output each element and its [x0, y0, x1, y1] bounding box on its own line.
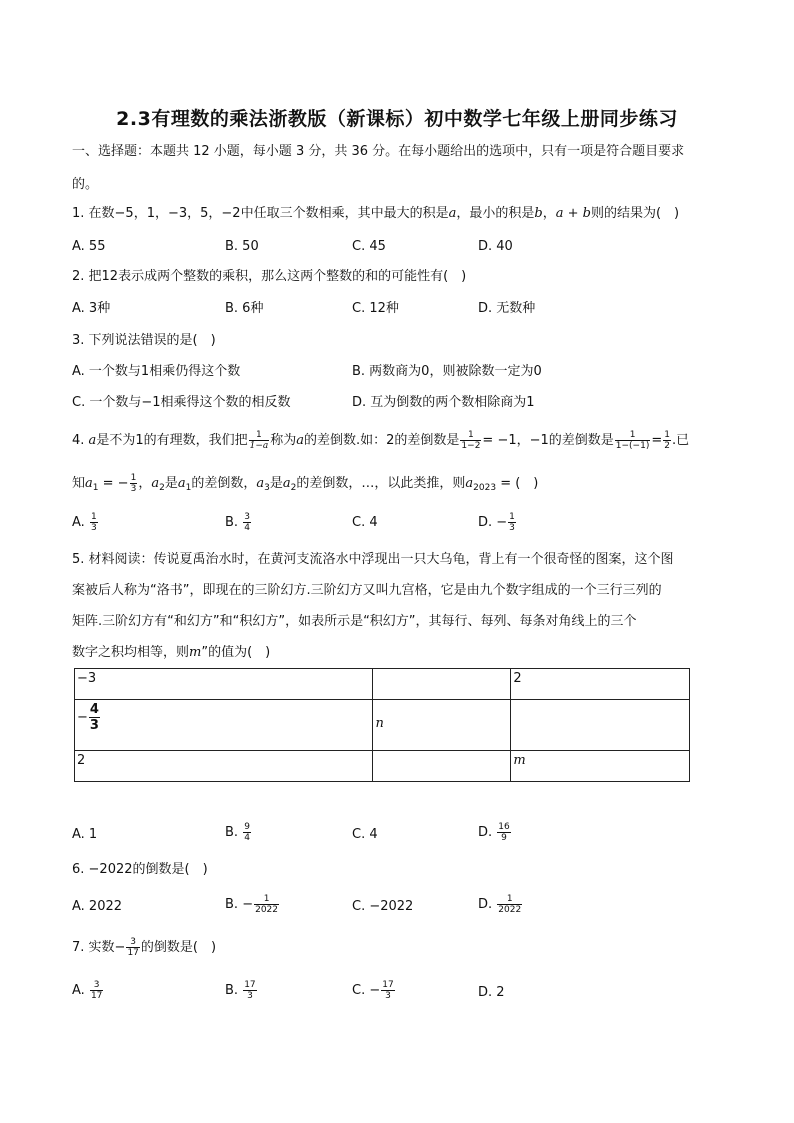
q4-text: 是不为1的有理数，我们把: [96, 433, 248, 448]
question-7-stem: [72, 937, 216, 958]
question-5-line3: 矩阵.三阶幻方有“和幻方”和“积幻方”，如表所示是“积幻方”，其每行、每列、每条对角线上的三个: [72, 614, 637, 629]
q5-opt-d-frac: $\frac{16}{9}$: [498, 822, 510, 843]
q2-option-a[interactable]: A. 3种: [72, 301, 111, 316]
q4-text: ，: [138, 476, 152, 491]
q1-text-d: 则的结果为( ): [590, 206, 680, 221]
q4-var: a: [151, 476, 160, 491]
table-cell: − $\frac{4}{3}$: [75, 700, 373, 751]
q5-option-d[interactable]: D. $\frac{16}{9}$: [478, 822, 510, 843]
table-cell: m: [511, 751, 690, 782]
q6-option-d[interactable]: D. $\frac{1}{2022}$: [478, 894, 522, 915]
q3-option-c[interactable]: C. 一个数与−1相乘得这个数的相反数: [72, 395, 291, 410]
q4-text: =: [651, 433, 663, 448]
q1-option-d[interactable]: D. 40: [478, 239, 513, 254]
table-row: [75, 669, 690, 700]
q6-option-a[interactable]: A. 2022: [72, 899, 123, 914]
magic-square-table: [74, 668, 690, 782]
q4-text: 知: [72, 476, 86, 491]
section-instructions-line2: 的。: [72, 177, 99, 192]
q3-option-d[interactable]: D. 互为倒数的两个数相除商为1: [352, 395, 535, 410]
q7-opt-a-frac: $\frac{3}{17}$: [90, 980, 103, 1001]
table-cell: [511, 700, 690, 751]
table-cell: [373, 751, 511, 782]
q4-text: 是: [269, 476, 283, 491]
table-cell: −3: [75, 669, 373, 700]
q4-var: a: [256, 476, 265, 491]
table-row: [75, 700, 690, 751]
q5-text: ”的值为( ): [201, 645, 271, 660]
q4-var-a: a: [296, 433, 305, 448]
q7-option-b[interactable]: B. $\frac{17}{3}$: [225, 980, 256, 1001]
q4-frac-2: $\frac{1}{1-2}$: [461, 430, 481, 451]
q7-opt-b-frac: $\frac{17}{3}$: [244, 980, 256, 1001]
question-4-line2: [72, 473, 538, 497]
question-5-line2: 案被后人称为“洛书”，即现在的三阶幻方.三阶幻方又叫九宫格，它是由九个数字组成的一个三行三列的: [72, 583, 662, 598]
question-6-stem: 6. −2022的倒数是( ): [72, 862, 208, 877]
q6-opt-d-frac: $\frac{1}{2022}$: [498, 894, 522, 915]
q4-sub: 3: [264, 483, 270, 493]
question-5-line1: 5. 材料阅读：传说夏禹治水时，在黄河支流洛水中浮现出一只大乌龟，背上有一个很奇怪的图案，这个图: [72, 552, 674, 567]
q4-frac-third: $\frac{1}{3}$: [130, 473, 137, 494]
q4-var: a: [282, 476, 291, 491]
q1-text-a: 1. 在数−5，1，−3，5，−2中任取三个数相乘，其中最大的积是: [72, 206, 449, 221]
q4-text: = −: [98, 476, 129, 491]
q3-option-a[interactable]: A. 一个数与1相乘仍得这个数: [72, 364, 241, 379]
q4-option-c[interactable]: C. 4: [352, 515, 378, 530]
q4-var-a: a: [88, 433, 97, 448]
q7-option-c[interactable]: C. − $\frac{17}{3}$: [352, 980, 394, 1001]
q4-var: a: [177, 476, 186, 491]
q5-opt-b-frac: $\frac{9}{4}$: [244, 822, 250, 843]
q4-text: 的差倒数，: [296, 476, 362, 491]
q1-expr: a + b: [555, 206, 591, 221]
section-instructions-line1: 一、选择题：本题共 12 小题，每小题 3 分，共 36 分。在每小题给出的选项中，只有一项是符合题目要求: [72, 144, 685, 159]
q6-opt-b-frac: $\frac{1}{2022}$: [255, 894, 279, 915]
q1-var-a: a: [448, 206, 457, 221]
cell-fraction: $\frac{4}{3}$: [89, 702, 99, 733]
q6-option-b[interactable]: B. − $\frac{1}{2022}$: [225, 894, 279, 915]
table-cell: 2: [511, 669, 690, 700]
q4-text: 是: [164, 476, 178, 491]
q4-opt-b-frac: $\frac{3}{4}$: [244, 512, 250, 533]
table-cell: [373, 669, 511, 700]
q1-var-b: b: [534, 206, 543, 221]
q2-option-c[interactable]: C. 12种: [352, 301, 399, 316]
q4-option-a[interactable]: A. $\frac{1}{3}$: [72, 512, 97, 533]
q7-text: 7. 实数−: [72, 940, 126, 955]
q3-option-b[interactable]: B. 两数商为0，则被除数一定为0: [352, 364, 542, 379]
q4-text: 的差倒数，: [191, 476, 257, 491]
q4-option-b[interactable]: B. $\frac{3}{4}$: [225, 512, 250, 533]
q5-var-m: m: [189, 645, 202, 660]
q4-frac-half: $\frac{1}{2}$: [664, 430, 670, 451]
q5-text: 数字之积均相等，则: [72, 645, 190, 660]
table-cell: [373, 700, 511, 751]
q1-text-c: ，: [542, 206, 556, 221]
q4-text: 称为: [270, 433, 297, 448]
question-5-line4: [72, 644, 270, 662]
q6-option-c[interactable]: C. −2022: [352, 899, 414, 914]
q4-text: = −1，−1的差倒数是: [482, 433, 614, 448]
q7-option-a[interactable]: A. $\frac{3}{17}$: [72, 980, 103, 1001]
q2-option-b[interactable]: B. 6种: [225, 301, 264, 316]
q7-frac: $\frac{3}{17}$: [127, 937, 139, 958]
q4-text: 的差倒数.如：2的差倒数是: [304, 433, 460, 448]
q4-sub: 1: [185, 483, 192, 493]
page-title: 2.3有理数的乘法浙教版（新课标）初中数学七年级上册同步练习: [116, 108, 678, 130]
q4-frac-m1: $\frac{1}{1-(-1)}$: [615, 430, 650, 451]
question-2-stem: 2. 把12表示成两个整数的乘积，那么这两个整数的和的可能性有( ): [72, 269, 467, 284]
q4-sub: 1: [92, 483, 99, 493]
q4-sub: 2023: [473, 483, 497, 493]
q7-opt-c-frac: $\frac{17}{3}$: [382, 980, 394, 1001]
q1-option-c[interactable]: C. 45: [352, 239, 386, 254]
table-cell: 2: [75, 751, 373, 782]
question-3-stem: 3. 下列说法错误的是( ): [72, 333, 216, 348]
q2-option-d[interactable]: D. 无数种: [478, 301, 536, 316]
q4-opt-d-frac: $\frac{1}{3}$: [509, 512, 515, 533]
q4-var: a: [465, 476, 474, 491]
q4-opt-a-frac: $\frac{1}{3}$: [90, 512, 97, 533]
table-row: [75, 751, 690, 782]
question-1-stem: [72, 205, 679, 223]
q7-text: 的倒数是( ): [140, 940, 217, 955]
cell-var-n: n: [375, 716, 384, 731]
q4-text: …，以此类推，则: [361, 476, 466, 491]
q4-sub: 2: [290, 483, 297, 493]
q5-option-b[interactable]: B. $\frac{9}{4}$: [225, 822, 250, 843]
q1-option-b[interactable]: B. 50: [225, 239, 259, 254]
q4-text: = ( ): [496, 476, 539, 491]
q5-option-a[interactable]: A. 1: [72, 827, 98, 842]
q7-option-d[interactable]: D. 2: [478, 985, 505, 1000]
q5-option-c[interactable]: C. 4: [352, 827, 378, 842]
q4-text: .已: [671, 433, 690, 448]
q4-frac-def: $\frac{1}{1-a}$: [249, 430, 269, 451]
q4-option-d[interactable]: D. − $\frac{1}{3}$: [478, 512, 515, 533]
q1-text-b: ，最小的积是: [456, 206, 535, 221]
q4-sub: 2: [159, 483, 165, 493]
q4-text: 4.: [72, 433, 89, 448]
q1-option-a[interactable]: A. 55: [72, 239, 106, 254]
q4-var: a: [85, 476, 93, 491]
question-4-line1: [72, 430, 689, 451]
